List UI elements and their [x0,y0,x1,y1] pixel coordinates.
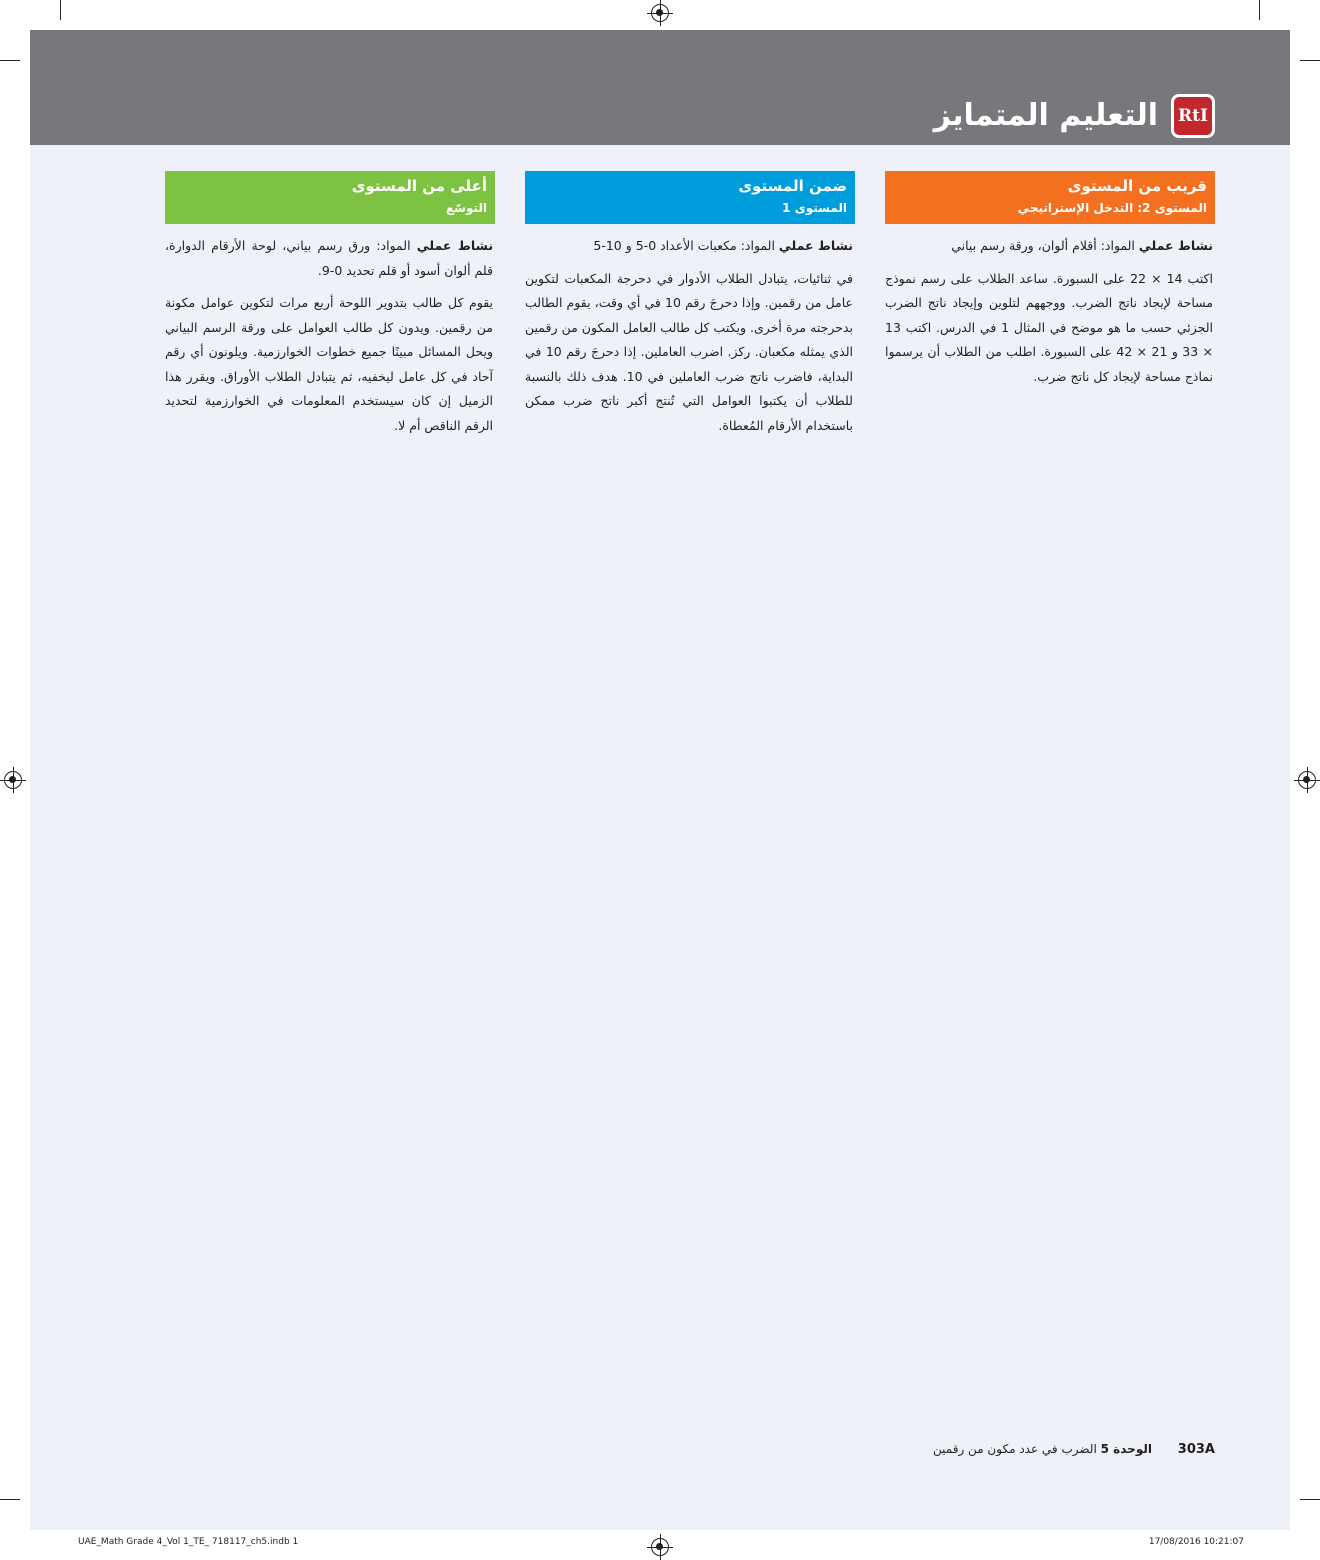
column-title: قريب من المستوى [1067,177,1207,195]
column-header [165,171,495,224]
column-subtitle: المستوى 2: التدخل الإستراتيجي [1017,201,1207,215]
crop-mark [1300,1499,1320,1500]
page-number: 303A [1177,1442,1215,1457]
activity-label: نشاط عملي [416,238,494,253]
paragraph-text: المواد: مكعبات الأعداد 0-5 و 10-5 [593,238,779,253]
print-slug-file: UAE_Math Grade 4_Vol 1_TE_ 718117_ch5.indb 1 [78,1537,299,1547]
column-beyond [165,171,495,446]
page [30,30,1290,1530]
column-header [885,171,1215,224]
print-slug-date: 17/08/2016 10:21:07 [1148,1537,1244,1547]
paragraph [525,234,853,259]
activity-label: نشاط عملي [778,238,853,253]
rti-badge-icon: RtI [1171,94,1215,138]
crop-mark [0,60,20,61]
paragraph-text: المواد: أقلام ألوان، ورقة رسم بياني [951,238,1139,253]
registration-mark-icon [651,1538,669,1556]
column-on-level [525,171,855,446]
activity-label: نشاط عملي [1138,238,1213,253]
crop-mark [60,0,61,20]
paragraph-text: المواد: ورق رسم بياني، لوحة الأرقام الدوارة، قلم ألوان أسود أو قلم تحديد 0-9. [165,238,493,278]
paragraph-text: يقوم كل طالب بتدوير اللوحة أربع مرات لتكوين عوامل مكونة من رقمين. ويدون كل طالب العوامل على ورقة الرسم البياني ويحل المسائل مبينًا جميع خطوات الخوارزمية. ويلونون أي رقم آحاد في كل عامل ليخفيه، ثم يتبادل الطلاب الأوراق. ويقرر هذا الزميل إن كان سيستخدم المعلومات في الخوارزمية لتحديد الرقم الناقص أم لا. [165,295,493,433]
unit-label: الوحدة 5 [1100,1442,1152,1456]
column-body [885,224,1215,389]
column-title: أعلى من المستوى [351,177,487,195]
column-title: ضمن المستوى [738,177,847,195]
registration-mark-icon [1298,771,1316,789]
paragraph [885,234,1213,259]
paragraph-text: اكتب 14 × 22 على السبورة. ساعد الطلاب على رسم نموذج مساحة لإيجاد ناتج الضرب. ووجههم لتلوين وإيجاد ناتج الضرب الجزئي حسب ما هو موضح في المثال 1 في الدرس. اكتب 13 × 33 و 21 × 42 على السبورة. اطلب من الطلاب أن يرسموا نماذج مساحة لإيجاد كل ناتج ضرب. [885,270,1214,384]
column-body [165,224,495,438]
registration-mark-icon [4,771,22,789]
paragraph-text: في ثنائيات، يتبادل الطلاب الأدوار في دحرجة المكعبات لتكوين عامل من رقمين. وإذا دحرجَ رقم 10 في أي وقت، يقوم الطالب بدحرجته مرة أخرى. ويكتب كل طالب العامل المكون من رقمين الذي يمثله مكعبان. ركز. اضرب العاملين. إذا دحرجَ رقم 10 في البداية، فاضرب ناتج ضرب العاملين في 10. هدف ذلك بالنسبة للطلاب أن يكتبوا العوامل التي تُنتج أكبر ناتج ضرب ممكن باستخدام الأرقام المُعطاة. [525,270,854,433]
page-title: التعليم المتمايز [933,98,1158,133]
column-subtitle: المستوى 1 [782,201,847,215]
crop-mark [1259,0,1260,20]
paragraph [165,291,493,438]
page-footer [933,1442,1215,1457]
crop-mark [0,1499,20,1500]
column-header [525,171,855,224]
unit-title: الضرب في عدد مكون من رقمين [933,1442,1097,1456]
header-banner [30,30,1290,145]
registration-mark-icon [651,4,669,22]
paragraph [165,234,493,283]
paragraph [885,267,1213,390]
column-approaching [885,171,1215,397]
column-body [525,224,855,438]
paragraph [525,267,853,439]
crop-mark [1300,60,1320,61]
column-subtitle: التوسّع [445,201,487,215]
